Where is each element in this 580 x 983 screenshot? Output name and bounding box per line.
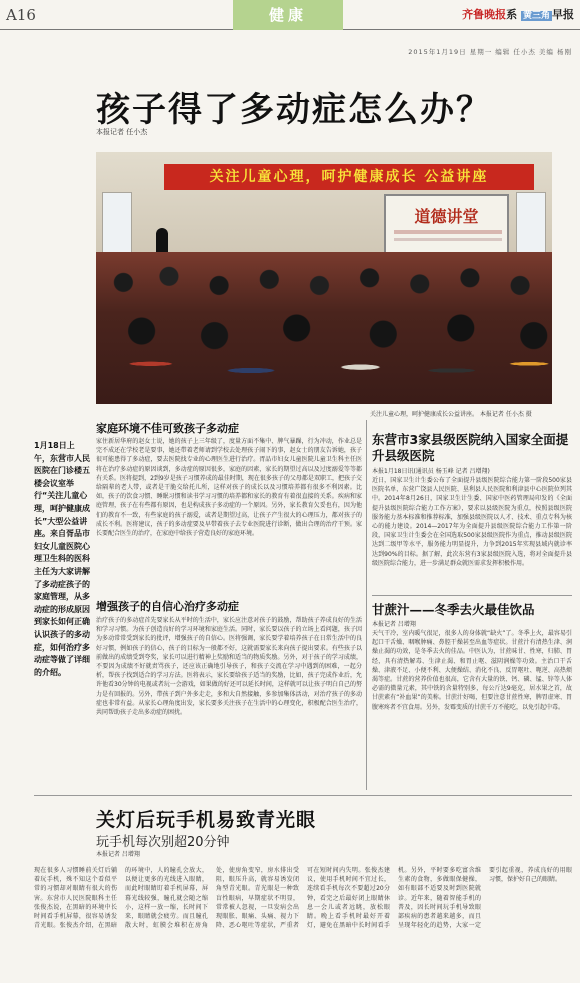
lead-summary: 1月18日上午，东营市人民医院在门诊楼五楼会议室举行“关注儿童心理，呵护健康成长”大型公益讲座。来自胥品市妇女儿童医院心理卫生科的医科主任为大家讲解了多动症孩子的家庭管理，从多动症的形成原因到家长如何正确认识孩子的多动症，如何治疗多动症等做了详细的介绍。 [34, 441, 90, 677]
screen-title: 道德讲堂 [414, 207, 479, 226]
brand-suffix: 系 [506, 8, 518, 21]
section-5-byline: 本报记者 吕增翔 [96, 851, 140, 858]
newspaper-brand [462, 6, 574, 22]
photo-banner: 关注儿童心理，呵护健康成长 公益讲座 [164, 164, 534, 190]
photo-window-right [516, 192, 546, 254]
brand-name: 齐鲁晚报 [462, 8, 507, 21]
photo-caption: 关注儿童心理，呵护健康成长公益讲座。 本报记者 任小杰 摄 [370, 411, 532, 418]
bottom-divider [34, 795, 572, 796]
section-2-title: 增强孩子的自信心治疗多动症 [96, 600, 239, 613]
section-1-body: 家住新居华府的赵女士说，她的孩子上三年级了，度量方面不集中、脾气暴躁，行为冲动，作业总是完不成还在学校老是要事，她还带着老师请到学校去处理孩子闹下的事，赵女士的朋友告诉她，孩子很可能患得了多动症，要去医院找专业的心理医生进行治疗。胥品市妇女儿童医院儿童卫生科主任医将在治疗多动症的原因谈到，多动症的原因很多，家庭的因素，家长的期望过高以及过度溺爱等等都有关系。医将提到，2到9岁是孩子习惯养成的最佳时期，现在很多孩子的父母都是双职工，把孩子交给隔辈的老人带，或者是干脆交给托儿所，这样对孩子的成长以及习惯培养都有很多不利因素。比如，孩子的饮食习惯、睡眠习惯和读书学习习惯的培养都和家长的教育有着很直接的关系。疾病和家庭管理，孩子在有些都有原因，也是构成孩子多动症的一个原因。另外，家长教育欠妥也有，因为他们的教育不一致，有些家庭的孩子溺爱，或者是期望过高，让孩子产生很大的心理压力，都对孩子的成长不利。医将建议，孩子的多动症要及早带着孩子去专业医院进行诊断，做出合理的治疗干预。家长要配合医生的治疗，在家庭中给孩子营造良好的家庭环境。 [96, 438, 362, 538]
section-1-title: 家庭环境不佳可致孩子多动症 [96, 422, 239, 435]
section-3-title: 东营市3家县级医院纳入国家全面提升县级医院 [372, 432, 569, 463]
projection-screen [384, 194, 509, 254]
main-headline: 孩子得了多动症怎么办？ [96, 90, 492, 130]
section-5-subtitle: 玩手机每次别超20分钟 [96, 835, 230, 850]
section-3-body: 近日，国家卫生计生委公布了全面提升县级医院综合能力第一阶段500家县医院名单，东营广饶县人民医院、垦利县人民医院和利津县中心医院位列其中。2014年8月26日，国家卫生计生委、国家中医药管理局印发的《全面提升县级医院综合能力工作方案》，要求以县级医院为重点，按照县级医院服务能力基本标准和推荐标准，加强县级医院以人才、技术、重点专科为核心的能力建设。2014—2017年为全面提升县级医院综合能力工作第一阶段，国家卫生计生委会在全国选取500家县级医院作为重点，推动县级医院达到二级甲等水平，服务能力明显提升，力争到2015年实现县域内就诊率达到90%的目标。据了解，此次东营有3家县级医院入选，将对全面提升县级医院综合能力，进一步满足群众就医需求发挥积极作用。 [372, 477, 572, 567]
section-3-byline: 本报1月18日讯(通讯员 杨玉峰 记者 吕增翔) [372, 468, 490, 475]
section-divider [372, 595, 572, 596]
lecture-photo [96, 152, 552, 404]
section-tab-health: 健康 [233, 0, 343, 30]
main-byline: 本报记者 任小杰 [96, 128, 148, 136]
section-4-body: 天气干冷，室内暖气很足，很多人的身体就“缺火”了。冬季上火，最容易引起口干舌燥、咽喉肿痛、鼻腔干燥甚至出血等症状。甘蔗汁有清热生津、润燥止渴的功效，是冬季去火的佳品。中医认为，甘蔗味甘、性寒，归肺、胃经，具有清热解毒、生津止渴、和胃止呕、滋阴润燥等功效。主治口干舌燥、津液不足、小便不利、大便燥结、消化不良、反胃呕吐、呃逆、高热烦渴等症。甘蔗的营养价值也很高，它含有大量的铁、钙、磷、锰、锌等人体必需的微量元素，其中铁的含量特别多，每公斤达9毫克，居水果之首，故甘蔗素有“补血果”的美称。甘蔗汁好喝，但要注意甘蔗性寒，脾胃虚寒、胃腹寒疼者不宜食用。另外，发霉变质的甘蔗千万不能吃，以免引起中毒。 [372, 630, 572, 711]
issue-meta: 2015年1月19日 星期一 编辑 任小杰 美编 杨刚 [408, 48, 572, 56]
speaker-figure [156, 228, 168, 254]
column-divider [366, 420, 367, 790]
screen-line [394, 230, 502, 234]
section-2-body: 治疗孩子的多动症首先要家长从平时的生活中，家长应注意对孩子的鼓励，帮助孩子养成良好的生活和学习习惯。为孩子创造良好的学习环境和家庭生活。同时，家长要以孩子的立场上看问题，孩子因为多动常常受到家长的批评，增强孩子的自信心。医将强调，家长要学着培养孩子在日常生活中的良好习惯，例如孩子的信心，孩子的目标为一般都不好，这就需要家长来向孩子提出要求。有些孩子以前做出的成绩受到夸奖，家长可以进行精神上奖励和适当的物质奖励。另外，对于孩子的学习成绩，不要因为成绩不好就责骂孩子，还应该正确地引导孩子，和孩子交流在学习中遇到的困难，一起分析，帮孩子找到适合的学习方法。医将表示，家长要给孩子适当的奖励，比如，孩子完成作业后，允许他看30分钟的电视或者玩一会游戏，如果做的好还可以延长时间，这样就可以让孩子明白自己的努力是有回报的。另外，带孩子到户外多走走，多和大自然接触，多参加集体活动，对治疗孩子的多动症也非常有益。从家长心理角度出发，家长要多关注孩子在生活中的心理变化，积极配合医生治疗，共同帮助孩子走出多动症的困扰。 [96, 617, 362, 717]
photo-window-left [102, 192, 132, 254]
brand-tail: 早报 [552, 8, 574, 21]
section-4-title: 甘蔗汁——冬季去火最佳饮品 [372, 602, 535, 617]
page-number: A16 [6, 6, 36, 24]
section-4-byline: 本报记者 吕增翔 [372, 621, 416, 628]
screen-line [394, 238, 502, 241]
brand-box: 黄三角 [522, 11, 550, 21]
section-5-body: 现在很多人习惯睡前关灯后躺着玩手机，殊不知这个看似平常的习惯却对眼睛有很大的伤害。东营市人民医院眼科主任张俊杰说，在黑暗的环境中长时间看手机屏幕，很容易诱发青光眼。张俊杰介绍，在黑暗的环境中，人的瞳孔会放大，以便让更多的光线进入眼睛，而此时眼睛盯着手机屏幕，屏幕光线较强，瞳孔就会随之缩小，这样一放一缩，长时间下来，眼睛就会疲劳。而且瞳孔散大时，虹膜会堆积在房角处，使房角变窄，房水排出受阻，眼压升高，就容易诱发闭角型青光眼。青光眼是一种致盲性眼病，早期症状不明显，常常被人忽视，一旦发病会出现眼胀、眼痛、头痛、视力下降、恶心呕吐等症状，严重者可在短时间内失明。张俊杰建议，使用手机时间不宜过长，连续看手机每次不要超过20分钟，看完之后最好闭上眼睛休息一会儿或者远眺，放松眼睛。晚上看手机时最好开着灯，避免在黑暗中长时间看手机。另外，平时要多吃富含维生素的食物，多做眼保健操，如有眼部不适要及时到医院就诊。近年来，随着智能手机的普及，因长时间玩手机导致眼部疾病的患者越来越多，而且呈现年轻化的趋势，大家一定要引起重视，养成良好的用眼习惯，保护好自己的眼睛。 [34, 867, 572, 930]
section-5-title: 关灯后玩手机易致青光眼 [96, 809, 317, 831]
page-header [0, 0, 580, 30]
audience-front-row [96, 337, 552, 404]
